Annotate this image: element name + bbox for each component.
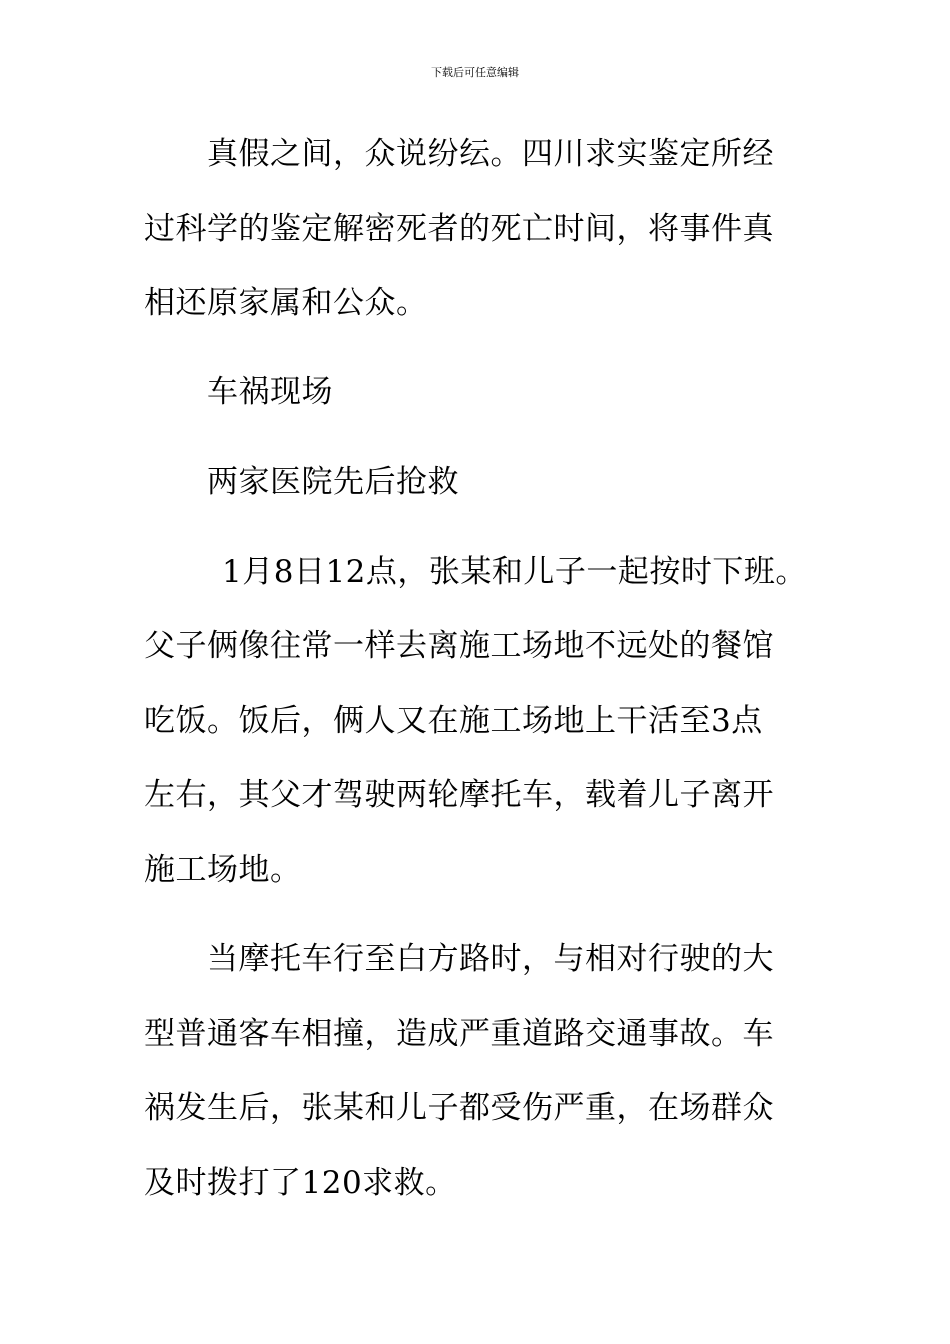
text-line: 祸发生后，张某和儿子都受伤严重，在场群众 xyxy=(144,1090,774,1126)
text-line: 真假之间，众说纷纭。四川求实鉴定所经 xyxy=(207,136,774,172)
text-line: 及时拨打了120求救。 xyxy=(144,1165,457,1201)
section-heading: 两家医院先后抢救 xyxy=(207,464,459,500)
text-line: 父子俩像往常一样去离施工场地不远处的餐馆 xyxy=(144,628,774,664)
text-line: 型普通客车相撞，造成严重道路交通事故。车 xyxy=(144,1016,774,1052)
text-line: 施工场地。 xyxy=(144,852,302,888)
text-line: 当摩托车行至白方路时，与相对行驶的大 xyxy=(207,941,774,977)
text-line: 1月8日12点，张某和儿子一起按时下班。 xyxy=(222,554,807,590)
text-line: 吃饭。饭后，俩人又在施工场地上干活至3点 xyxy=(144,703,763,739)
text-line: 左右，其父才驾驶两轮摩托车，载着儿子离开 xyxy=(144,777,774,813)
section-heading: 车祸现场 xyxy=(207,374,333,410)
page-header: 下载后可任意编辑 xyxy=(431,66,519,79)
text-line: 相还原家属和公众。 xyxy=(144,285,428,321)
text-line: 过科学的鉴定解密死者的死亡时间，将事件真 xyxy=(144,211,774,247)
